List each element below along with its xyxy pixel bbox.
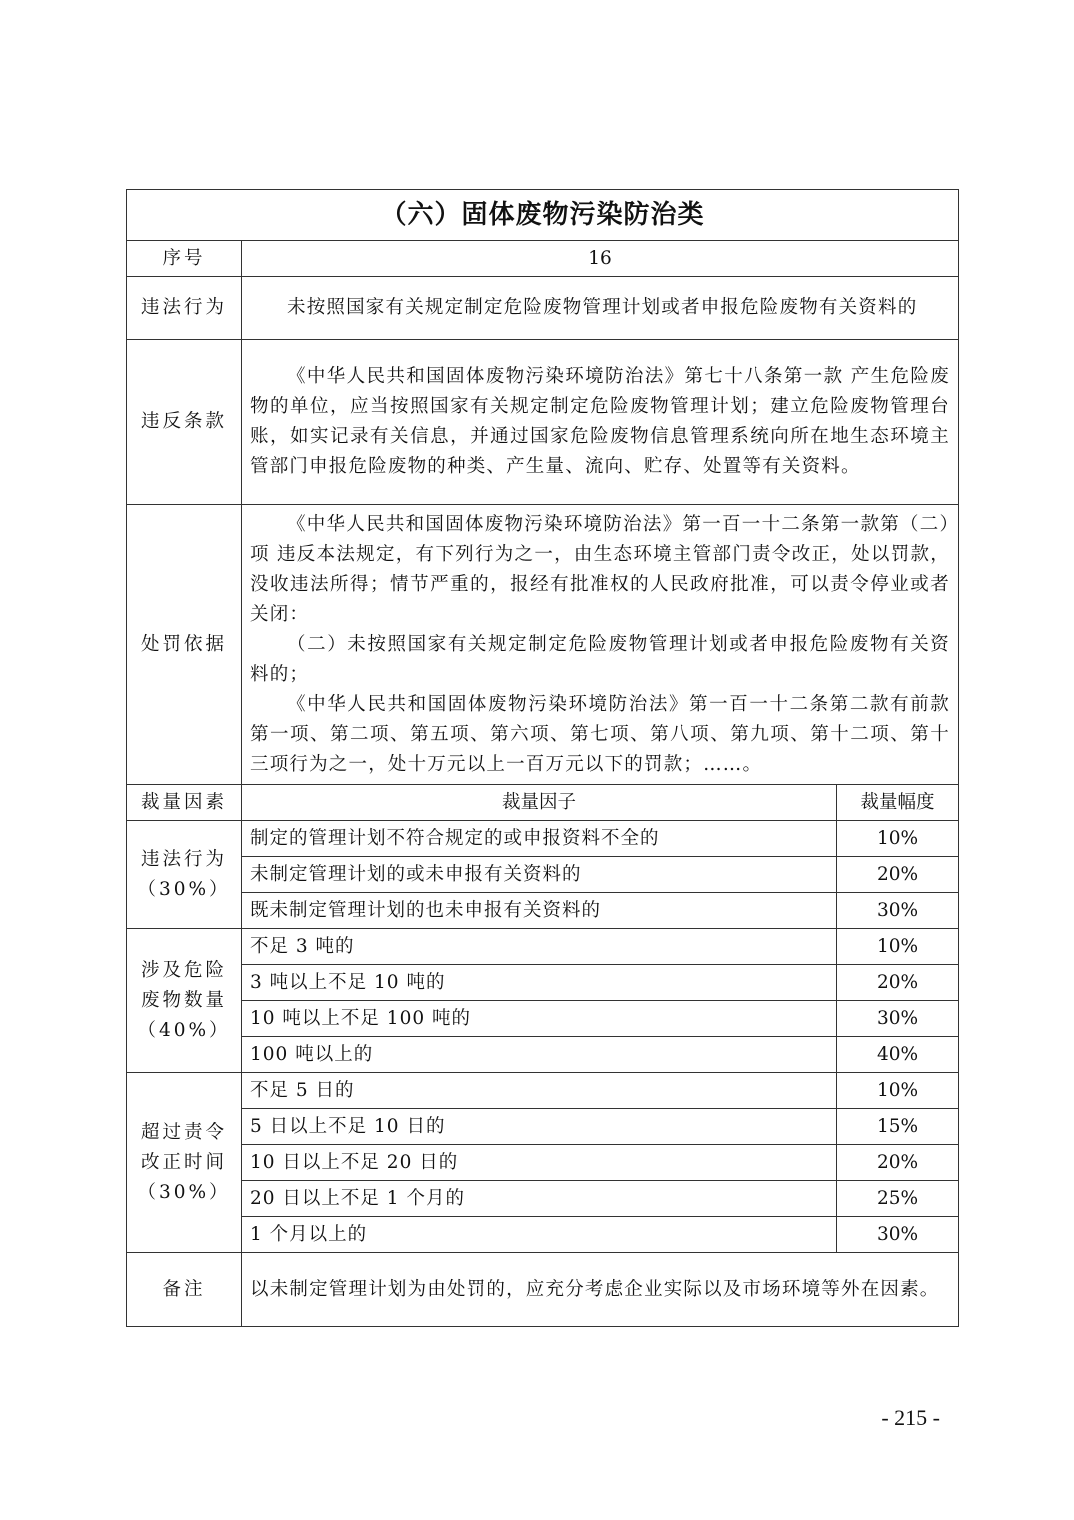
factor-item: 10 吨以上不足 100 吨的	[242, 1001, 837, 1037]
factor-pct: 40%	[837, 1037, 959, 1073]
factor-pct: 15%	[837, 1109, 959, 1145]
factor-item: 1 个月以上的	[242, 1217, 837, 1253]
factor-item: 不足 3 吨的	[242, 929, 837, 965]
item-col-header: 裁量因子	[242, 785, 837, 821]
factor-pct: 20%	[837, 1145, 959, 1181]
violation-value: 未按照国家有关规定制定危险废物管理计划或者申报危险废物有关资料的	[242, 277, 959, 340]
violation-label: 违法行为	[127, 277, 242, 340]
page-number: - 215 -	[881, 1405, 940, 1430]
factor-item: 10 日以上不足 20 日的	[242, 1145, 837, 1181]
factor-col-header: 裁量因素	[127, 785, 242, 821]
range-col-header: 裁量幅度	[837, 785, 959, 821]
basis-paragraph: 《中华人民共和国固体废物污染环境防治法》第一百一十二条第二款有前款第一项、第二项、第五项、第六项、第七项、第八项、第九项、第十二项、第十三项行为之一，处十万元以上一百万元以下的罚款；……。	[250, 693, 950, 775]
clause-value: 《中华人民共和国固体废物污染环境防治法》第七十八条第一款 产生危险废物的单位，应当按照国家有关规定制定危险废物管理计划；建立危险废物管理台账，如实记录有关信息，并通过国家危险废物信息管理系统向所在地生态环境主管部门申报危险废物的种类、产生量、流向、贮存、处置等有关资料。	[242, 340, 959, 505]
factor-pct: 25%	[837, 1181, 959, 1217]
factor-pct: 10%	[837, 929, 959, 965]
factor-item: 100 吨以上的	[242, 1037, 837, 1073]
serial-label: 序号	[127, 241, 242, 277]
factor-group-label: 超过责令改正时间（30%）	[127, 1073, 242, 1253]
factor-group-label: 涉及危险废物数量（40%）	[127, 929, 242, 1073]
remark-value: 以未制定管理计划为由处罚的，应充分考虑企业实际以及市场环境等外在因素。	[242, 1253, 959, 1327]
factor-item: 5 日以上不足 10 日的	[242, 1109, 837, 1145]
basis-label: 处罚依据	[127, 505, 242, 785]
factor-pct: 20%	[837, 857, 959, 893]
factor-item: 20 日以上不足 1 个月的	[242, 1181, 837, 1217]
factor-item: 既未制定管理计划的也未申报有关资料的	[242, 893, 837, 929]
factor-pct: 10%	[837, 821, 959, 857]
clause-label: 违反条款	[127, 340, 242, 505]
factor-item: 不足 5 日的	[242, 1073, 837, 1109]
factor-group-label: 违法行为（30%）	[127, 821, 242, 929]
basis-paragraph: （二）未按照国家有关规定制定危险废物管理计划或者申报危险废物有关资料的；	[250, 633, 950, 685]
factor-pct: 10%	[837, 1073, 959, 1109]
factor-item: 未制定管理计划的或未申报有关资料的	[242, 857, 837, 893]
penalty-table	[126, 189, 959, 1327]
factor-pct: 30%	[837, 1217, 959, 1253]
basis-paragraph: 《中华人民共和国固体废物污染环境防治法》第一百一十二条第一款第（二）项 违反本法规定，有下列行为之一，由生态环境主管部门责令改正，处以罚款，没收违法所得；情节严重的，报经有批准权的人民政府批准，可以责令停业或者关闭：	[250, 513, 950, 625]
factor-item: 制定的管理计划不符合规定的或申报资料不全的	[242, 821, 837, 857]
basis-value	[242, 505, 959, 785]
factor-item: 3 吨以上不足 10 吨的	[242, 965, 837, 1001]
table-title: （六）固体废物污染防治类	[127, 190, 959, 241]
factor-pct: 30%	[837, 893, 959, 929]
factor-pct: 30%	[837, 1001, 959, 1037]
remark-label: 备注	[127, 1253, 242, 1327]
factor-pct: 20%	[837, 965, 959, 1001]
serial-value: 16	[242, 241, 959, 277]
